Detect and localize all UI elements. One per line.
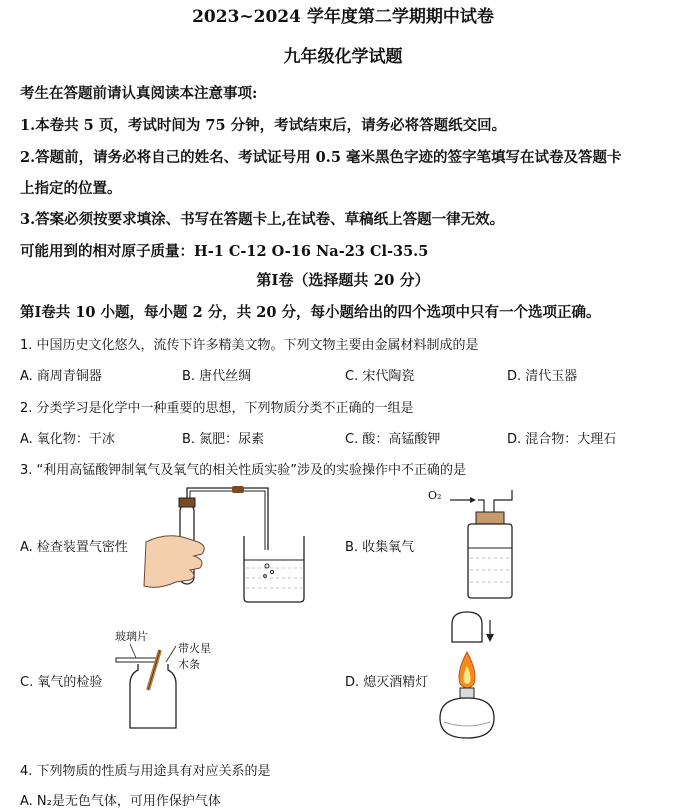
- oxygen-test-figure: [112, 640, 202, 732]
- notice-item: 2.答题前，请务必将自己的姓名、考试证号用 0.5 毫米黑色字迹的签字笔填写在试卷及答题卡: [20, 149, 622, 166]
- q4-option-a: A. N₂是无色气体，可用作保护气体: [20, 794, 221, 809]
- question-2-stem: 2. 分类学习是化学中一种重要的思想，下列物质分类不正确的一组是: [20, 401, 414, 416]
- o2-label: O₂: [428, 489, 442, 502]
- alcohol-lamp-figure: [432, 610, 502, 745]
- q1-option-c: C. 宋代陶瓷: [345, 369, 415, 384]
- q3-option-d: D. 熄灭酒精灯: [345, 675, 429, 690]
- q2-option-c: C. 酸：高锰酸钾: [345, 432, 441, 447]
- q2-option-a: A. 氧化物：干冰: [20, 432, 115, 447]
- notice-item: 3.答案必须按要求填涂、书写在答题卡上,在试卷、草稿纸上答题一律无效。: [20, 211, 505, 228]
- q2-option-b: B. 氮肥：尿素: [182, 432, 265, 447]
- section-instruction: 第Ⅰ卷共 10 小题，每小题 2 分，共 20 分，每小题给出的四个选项中只有一个选项正确。: [20, 304, 601, 321]
- gas-collection-figure: [450, 488, 530, 603]
- splint-label-line2: 木条: [178, 658, 200, 671]
- notice-item: 1.本卷共 5 页，考试时间为 75 分钟，考试结束后，请务必将答题纸交回。: [20, 117, 507, 134]
- notice-item: 上指定的位置。: [20, 180, 122, 197]
- q2-option-d: D. 混合物：大理石: [507, 432, 617, 447]
- q3-option-b: B. 收集氧气: [345, 540, 415, 555]
- atomic-mass-line: 可能用到的相对原子质量：H-1 C-12 O-16 Na-23 Cl-35.5: [20, 243, 429, 260]
- q1-option-d: D. 清代玉器: [507, 369, 578, 384]
- notice-heading: 考生在答题前请认真阅读本注意事项:: [20, 85, 258, 102]
- q1-option-b: B. 唐代丝绸: [182, 369, 252, 384]
- exam-subtitle: 九年级化学试题: [283, 47, 403, 67]
- question-4-stem: 4. 下列物质的性质与用途具有对应关系的是: [20, 764, 271, 779]
- glass-sheet-label: 玻璃片: [115, 630, 148, 643]
- exam-title: 2023~2024 学年度第二学期期中试卷: [192, 7, 494, 27]
- splint-label-line1: 带火星: [178, 642, 211, 655]
- q3-option-c: C. 氧气的检验: [20, 675, 103, 690]
- airtightness-check-figure: [136, 480, 316, 605]
- q1-option-a: A. 商周青铜器: [20, 369, 102, 384]
- question-3-stem: 3. “利用高锰酸钾制氧气及氧气的相关性质实验”涉及的实验操作中不正确的是: [20, 463, 467, 478]
- question-1-stem: 1. 中国历史文化悠久，流传下许多精美文物。下列文物主要由金属材料制成的是: [20, 338, 479, 353]
- section-title: 第Ⅰ卷（选择题共 20 分）: [256, 271, 430, 289]
- q3-option-a: A. 检查装置气密性: [20, 540, 128, 555]
